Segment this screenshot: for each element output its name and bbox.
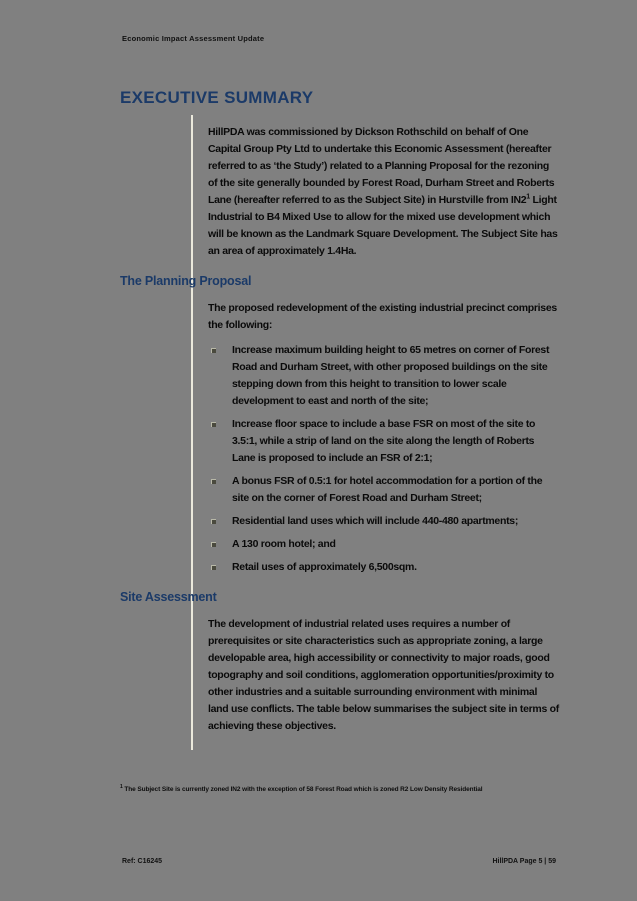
footnote (120, 783, 565, 793)
square-bullet-icon (211, 348, 216, 353)
list-item-text: Residential land uses which will include 440-480 apartments; (232, 515, 519, 527)
list-item-text: A bonus FSR of 0.5:1 for hotel accommodation for a portion of the site on the corner of Forest Road and Durham Street; (232, 475, 543, 504)
bullet-list (208, 342, 560, 576)
list-item (208, 473, 560, 507)
section-heading-planning-proposal: The Planning Proposal (120, 274, 252, 288)
vertical-rule (191, 115, 193, 750)
footnote-text: The Subject Site is currently zoned IN2 with the exception of 58 Forest Road which is zoned R2 Low Density Residential (122, 786, 483, 793)
list-item-text: Retail uses of approximately 6,500sqm. (232, 561, 417, 573)
square-bullet-icon (211, 479, 216, 484)
main-content (120, 88, 560, 735)
section-heading-site-assessment: Site Assessment (120, 590, 217, 604)
list-item-text: Increase maximum building height to 65 metres on corner of Forest Road and Durham Street, with other proposed buildings on the site stepping down from this height to transition to lower scale development to east and north of the site; (232, 344, 550, 407)
footer-page-number: HillPDA Page 5 | 59 (492, 858, 556, 865)
planning-proposal-intro: The proposed redevelopment of the existing industrial precinct comprises the following: (208, 302, 557, 331)
list-item (208, 559, 560, 576)
running-header: Economic Impact Assessment Update (122, 34, 265, 43)
list-item-text: Increase floor space to include a base FSR on most of the site to 3.5:1, while a strip of land on the site along the length of Roberts Lane is proposed to include an FSR of 2:1; (232, 418, 536, 464)
square-bullet-icon (211, 422, 216, 427)
square-bullet-icon (211, 519, 216, 524)
site-assessment-paragraph: The development of industrial related uses requires a number of prerequisites or site characteristics such as appropriate zoning, a large developable area, high accessibility or connectivity to major roads, good topography and soil conditions, agglomeration opportunities/proximity to other industries and a suitable surrounding environment with minimal land use conflicts. The table below summarises the subject site in terms of achieving these objectives. (208, 618, 559, 732)
intro-text-before-footnote-ref: HillPDA was commissioned by Dickson Rothschild on behalf of One Capital Group Pty Ltd to undertake this Economic Assessment (hereafter referred to as ‘the Study’) related to a Planning Proposal for the rezoning of the site generally bounded by Forest Road, Durham Street and Roberts Lane (hereafter referred to as the Subject Site) in Hurstville from IN2 (208, 126, 555, 206)
list-item (208, 342, 560, 410)
square-bullet-icon (211, 565, 216, 570)
list-item-text: A 130 room hotel; and (232, 538, 336, 550)
list-item (208, 416, 560, 467)
list-item (208, 536, 560, 553)
square-bullet-icon (211, 542, 216, 547)
intro-paragraph (208, 124, 560, 260)
footer-reference: Ref: C16245 (122, 858, 163, 865)
page-title: EXECUTIVE SUMMARY (120, 88, 314, 107)
footnote-marker: 1 (120, 783, 123, 790)
footnote-reference: 1 (526, 193, 530, 201)
intro-text-after-footnote-ref: Light Industrial to B4 Mixed Use to allow for the mixed use development which will be known as the Landmark Square Development. The Subject Site has an area of approximately 1.4Ha. (208, 194, 558, 257)
page-footer (122, 858, 556, 865)
list-item (208, 513, 560, 530)
